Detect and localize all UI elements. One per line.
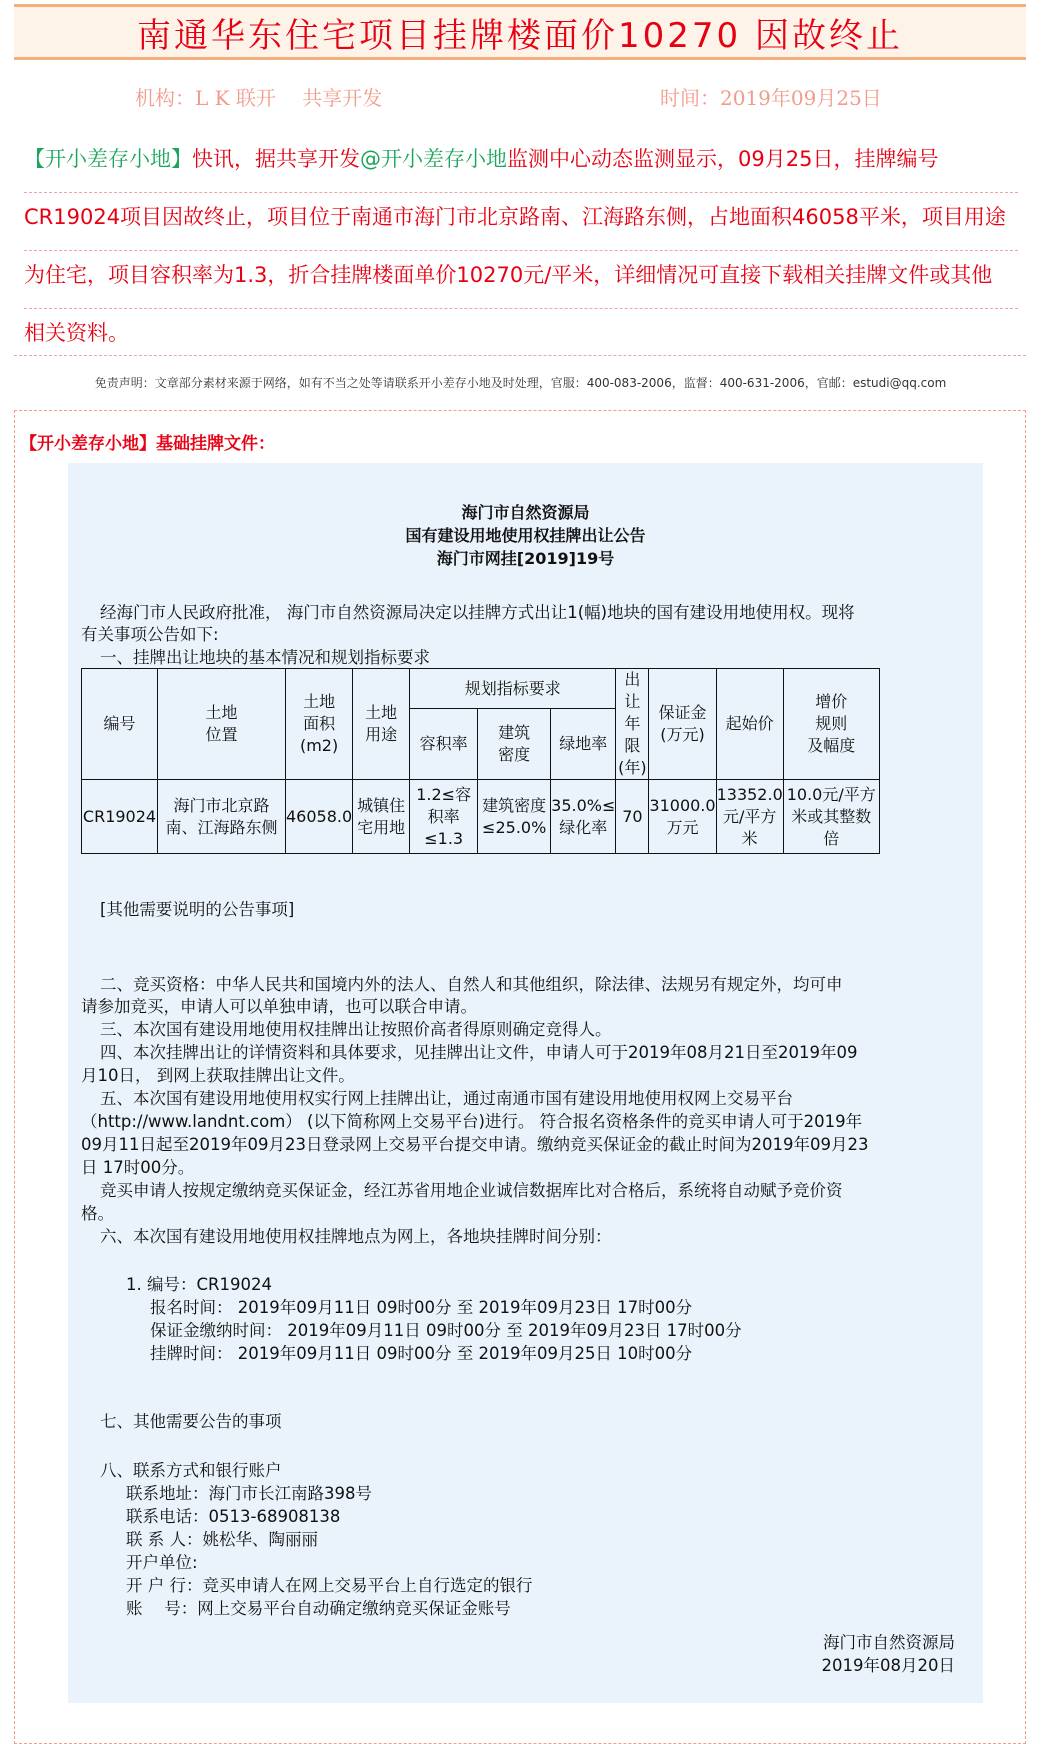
- section-4-line-2: 月10日， 到网上获取挂牌出让文件。: [81, 1066, 355, 1085]
- contact-person: 联 系 人：姚松华、陶丽丽: [126, 1530, 318, 1549]
- news-paragraph: [24, 135, 1018, 367]
- section-5-line-1: 五、本次国有建设用地使用权实行网上挂牌出让，通过南通市国有建设用地使用权网上交易平台: [100, 1089, 793, 1108]
- section-8: 八、联系方式和银行账户: [100, 1461, 282, 1480]
- intro-line-1: 经海门市人民政府批准， 海门市自然资源局决定以挂牌方式出让1(幅)地块的国有建设用地使用权。现将: [100, 603, 855, 622]
- col-header-plan: 规划指标要求: [410, 669, 616, 709]
- section-7: 七、其他需要公告的事项: [100, 1412, 282, 1431]
- meta-org: 机构：L K 联开 共享开发: [135, 86, 383, 110]
- cell-green: 35.0%≤ 绿化率: [551, 780, 616, 854]
- account-number: 账 号：网上交易平台自动确定缴纳竞买保证金账号: [126, 1599, 511, 1618]
- brand-link[interactable]: 【开小差存小地】: [24, 147, 192, 171]
- section-3: 三、本次国有建设用地使用权挂牌出让按照价高者得原则确定竞得人。: [100, 1020, 612, 1039]
- col-header-far: 容积率: [410, 709, 478, 780]
- schedule-deposit: 保证金缴纳时间： 2019年09月11日 09时00分 至 2019年09月23日 17时00分: [150, 1321, 742, 1340]
- cell-use: 城镇住 宅用地: [353, 780, 410, 854]
- contact-address: 联系地址：海门市长江南路398号: [126, 1484, 372, 1503]
- contact-phone: 联系电话：0513-68908138: [126, 1507, 341, 1526]
- meta-time: 时间：2019年09月25日: [660, 86, 882, 110]
- schedule-registration: 报名时间： 2019年09月11日 09时00分 至 2019年09月23日 17时00分: [150, 1298, 693, 1317]
- col-header-area: 土地 面积 (m2): [286, 669, 353, 780]
- cell-increment: 10.0元/平方 米或其整数 倍: [783, 780, 879, 854]
- doc-title: 国有建设用地使用权挂牌出让公告: [405, 526, 646, 545]
- cell-far: 1.2≤容 积率 ≤1.3: [410, 780, 478, 854]
- cell-density: 建筑密度 ≤25.0%: [478, 780, 551, 854]
- col-header-no: 编号: [82, 669, 158, 780]
- signature-issuer: 海门市自然资源局: [823, 1633, 955, 1652]
- col-header-location: 土地 位置: [158, 669, 286, 780]
- col-header-green: 绿地率: [551, 709, 616, 780]
- doc-number: 海门市网挂[2019]19号: [436, 549, 615, 568]
- schedule-listing: 挂牌时间： 2019年09月11日 09时00分 至 2019年09月25日 10时00分: [150, 1344, 693, 1363]
- divider: [14, 355, 1026, 356]
- headline-title: 南通华东住宅项目挂牌楼面价10270 因故终止: [137, 15, 903, 56]
- announcement-document: [68, 463, 983, 1703]
- col-header-use: 土地 用途: [353, 669, 410, 780]
- account-unit: 开户单位:: [126, 1553, 198, 1572]
- news-line-1: [24, 135, 1018, 193]
- land-table: [81, 668, 880, 854]
- section-6: 六、本次国有建设用地使用权挂牌地点为网上，各地块挂牌时间分别：: [100, 1227, 612, 1246]
- col-header-start-price: 起始价: [716, 669, 783, 780]
- mention-link[interactable]: @开小差存小地: [360, 147, 507, 171]
- disclaimer: 免责声明：文章部分素材来源于网络，如有不当之处等请联系开小差存小地及时处理，官服：400-083-2006，监督：400-631-2006，官邮：estudi@qq.com: [94, 376, 947, 390]
- section-5-line-2: （http://www.landnt.com） (以下简称网上交易平台)进行。 符合报名资格条件的竞买申请人可于2019年: [81, 1112, 863, 1131]
- col-header-density: 建筑 密度: [478, 709, 551, 780]
- news-line-4: 相关资料。: [24, 321, 129, 345]
- section-1-heading: 一、挂牌出让地块的基本情况和规划指标要求: [100, 648, 430, 667]
- headline-banner: [14, 4, 1026, 60]
- schedule-item: 1. 编号：CR19024: [126, 1275, 272, 1294]
- cell-deposit: 31000.0 万元: [649, 780, 716, 854]
- account-bank: 开 户 行：竞买申请人在网上交易平台上自行选定的银行: [126, 1576, 533, 1595]
- cell-start-price: 13352.0 元/平方 米: [716, 780, 783, 854]
- intro-line-2: 有关事项公告如下:: [81, 625, 219, 644]
- news-line-3: 为住宅，项目容积率为1.3，折合挂牌楼面单价10270元/平米，详细情况可直接下载相关挂牌文件或其他: [24, 251, 1018, 309]
- cell-no: CR19024: [82, 780, 158, 854]
- section-title: 【开小差存小地】基础挂牌文件：: [20, 434, 275, 454]
- table-row: [82, 780, 880, 854]
- section-5-line-5: 竞买申请人按规定缴纳竞买保证金，经江苏省用地企业诚信数据库比对合格后，系统将自动赋予竞价资: [100, 1181, 843, 1200]
- section-5-line-3: 09月11日起至2019年09月23日登录网上交易平台提交申请。缴纳竞买保证金的截止时间为2019年09月23: [81, 1135, 869, 1154]
- cell-area: 46058.0: [286, 780, 353, 854]
- news-line-2: CR19024项目因故终止，项目位于南通市海门市北京路南、江海路东侧，占地面积46058平米，项目用途: [24, 193, 1018, 251]
- news-text-2: 监测中心动态监测显示，09月25日，挂牌编号: [507, 147, 939, 171]
- col-header-years: 出 让 年 限 (年): [616, 669, 649, 780]
- col-header-deposit: 保证金 (万元): [649, 669, 716, 780]
- other-notes-heading: [其他需要说明的公告事项]: [100, 900, 295, 919]
- section-5-line-6: 格。: [81, 1204, 114, 1223]
- section-2-line-2: 请参加竞买，申请人可以单独申请，也可以联合申请。: [81, 997, 477, 1016]
- col-header-increment: 增价 规则 及幅度: [783, 669, 879, 780]
- signature-date: 2019年08月20日: [821, 1656, 955, 1675]
- cell-location: 海门市北京路 南、江海路东侧: [158, 780, 286, 854]
- section-5-line-4: 日 17时00分。: [81, 1158, 195, 1177]
- doc-issuer: 海门市自然资源局: [461, 503, 590, 522]
- cell-years: 70: [616, 780, 649, 854]
- section-4-line-1: 四、本次挂牌出让的详情资料和具体要求，见挂牌出让文件，申请人可于2019年08月21日至2019年09: [100, 1043, 858, 1062]
- section-2-line-1: 二、竞买资格：中华人民共和国境内外的法人、自然人和其他组织，除法律、法规另有规定外，均可申: [100, 975, 843, 994]
- news-text-1: 快讯，据共享开发: [192, 147, 360, 171]
- article-meta: [0, 82, 1041, 112]
